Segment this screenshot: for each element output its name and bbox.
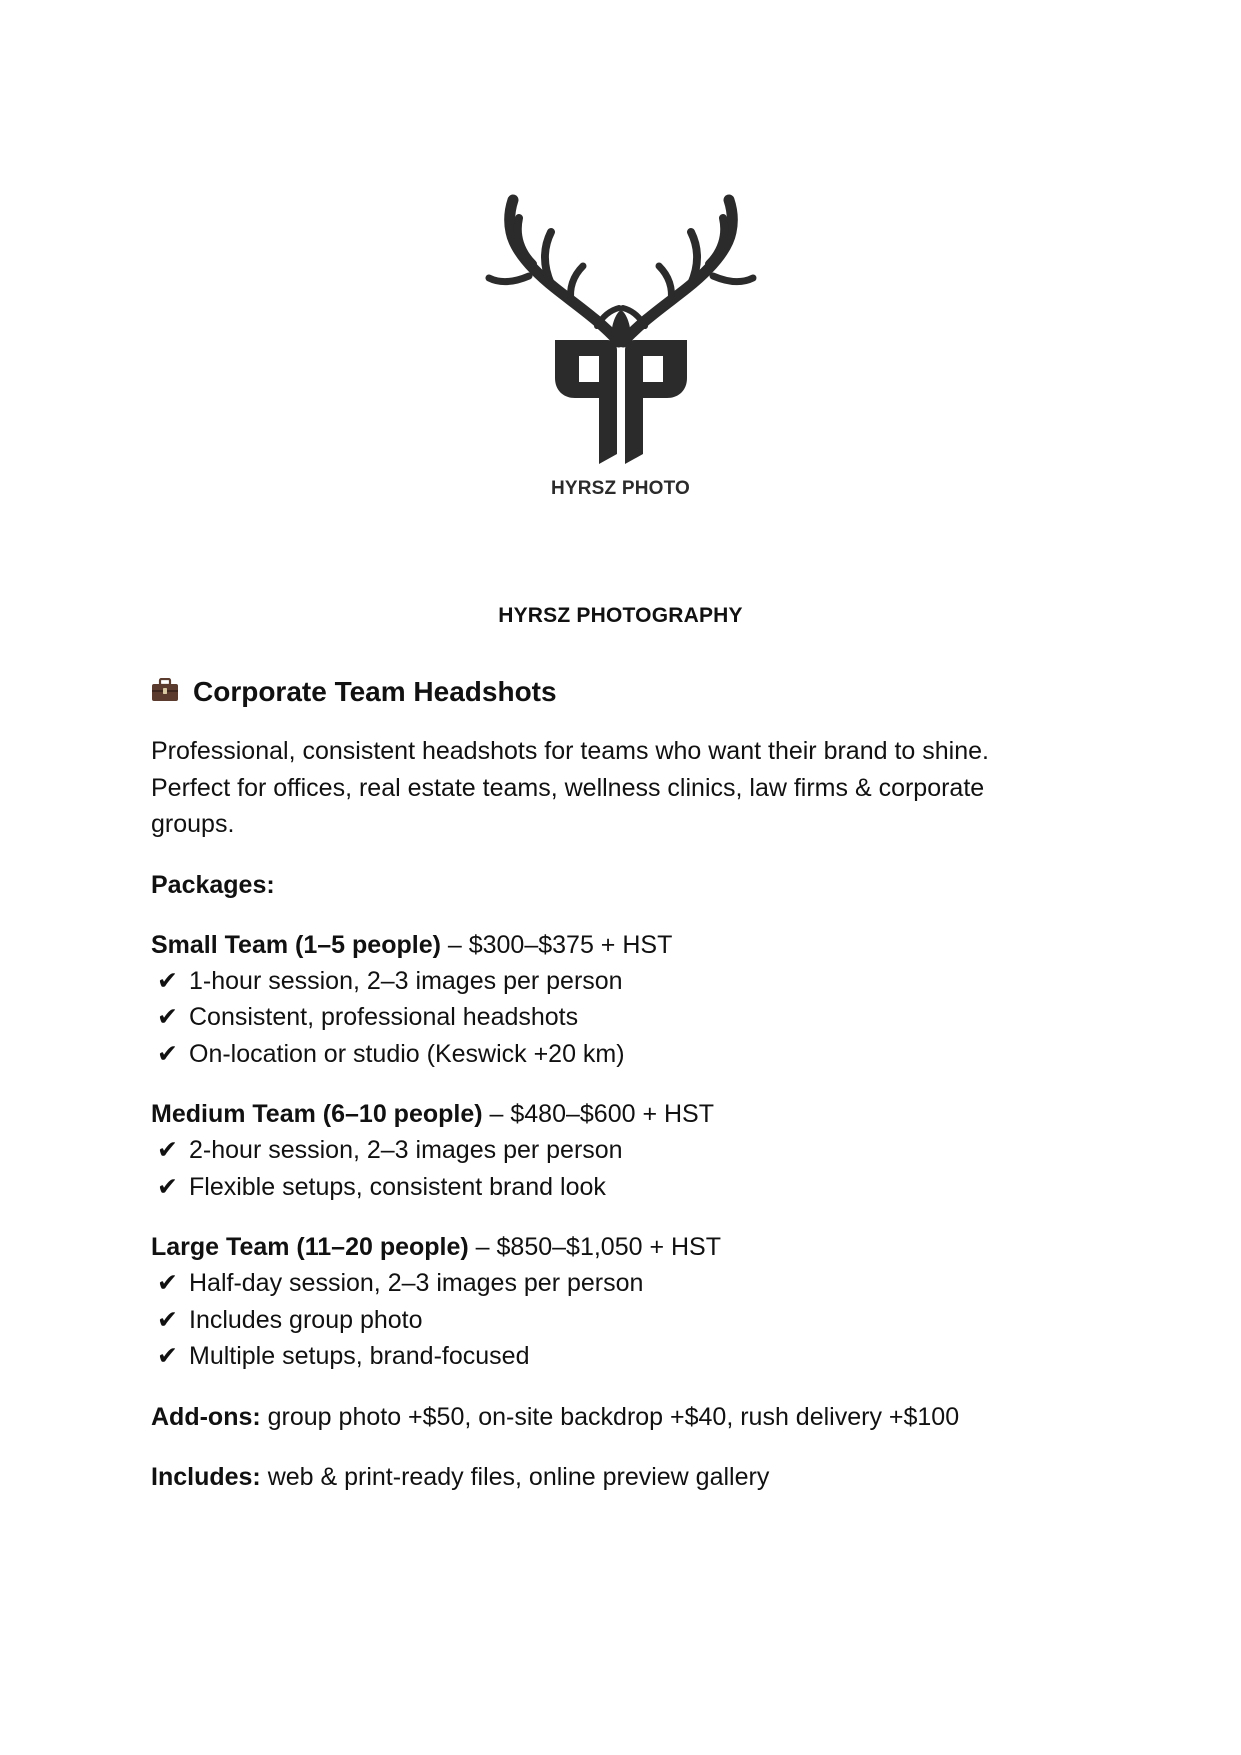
check-icon: ✔ [157,1003,178,1031]
feature-text: 1-hour session, 2–3 images per person [189,966,623,995]
addons-label: Add-ons: [151,1402,261,1431]
logo-caption: HYRSZ PHOTO [550,478,691,499]
feature-text: 2-hour session, 2–3 images per person [189,1136,623,1164]
package-name: Medium Team (6–10 people) [151,1100,483,1128]
package-feature [151,999,1111,1036]
check-icon: ✔ [157,966,178,995]
package-name: Large Team (11–20 people) [151,1233,469,1261]
feature-text: Half-day session, 2–3 images per person [189,1269,644,1297]
package-price: – $850–$1,050 + HST [468,1233,722,1261]
antler-logo-icon [471,192,771,470]
package-price: – $300–$375 + HST [440,930,673,959]
package-feature [151,1169,1111,1206]
package-large-team [151,1229,1111,1375]
check-icon: ✔ [157,1305,178,1334]
section-title: Corporate Team Headshots [193,676,557,707]
feature-text: Includes group photo [189,1305,423,1334]
intro-line: Professional, consistent headshots for teams who want their brand to shine. [151,737,989,765]
section-heading [151,672,1111,712]
company-name: HYRSZ PHOTOGRAPHY [498,604,743,627]
packages-label: Packages: [151,870,275,899]
package-feature [151,1132,1111,1169]
check-icon: ✔ [157,1342,178,1370]
feature-text: On-location or studio (Keswick +20 km) [189,1039,625,1068]
package-feature [151,963,1111,1000]
check-icon: ✔ [157,1172,178,1201]
feature-text: Multiple setups, brand-focused [189,1342,530,1370]
package-small-team [151,927,1111,1073]
check-icon: ✔ [157,1269,178,1297]
feature-text: Flexible setups, consistent brand look [189,1172,606,1201]
intro-line: Perfect for offices, real estate teams, wellness clinics, law firms & corporate [151,773,985,802]
includes-line [151,1459,1111,1495]
feature-text: Consistent, professional headshots [189,1003,579,1031]
includes-text: web & print-ready files, online preview gallery [260,1462,770,1491]
package-feature [151,1338,1111,1375]
addons-text: group photo +$50, on-site backdrop +$40, rush delivery +$100 [260,1402,960,1431]
package-title [151,927,1111,963]
section-intro [151,733,1111,843]
package-medium-team [151,1096,1111,1205]
logo [0,192,1241,470]
package-title [151,1096,1111,1132]
intro-line: groups. [151,810,235,838]
package-title [151,1229,1111,1265]
check-icon: ✔ [157,1136,178,1164]
package-feature [151,1036,1111,1073]
briefcase-icon [151,678,179,702]
package-name: Small Team (1–5 people) [151,930,441,959]
includes-label: Includes: [151,1462,261,1491]
package-price: – $480–$600 + HST [482,1100,714,1128]
addons-line [151,1399,1111,1435]
package-feature [151,1302,1111,1339]
package-feature [151,1265,1111,1302]
document-body [151,672,1111,1519]
check-icon: ✔ [157,1039,178,1068]
